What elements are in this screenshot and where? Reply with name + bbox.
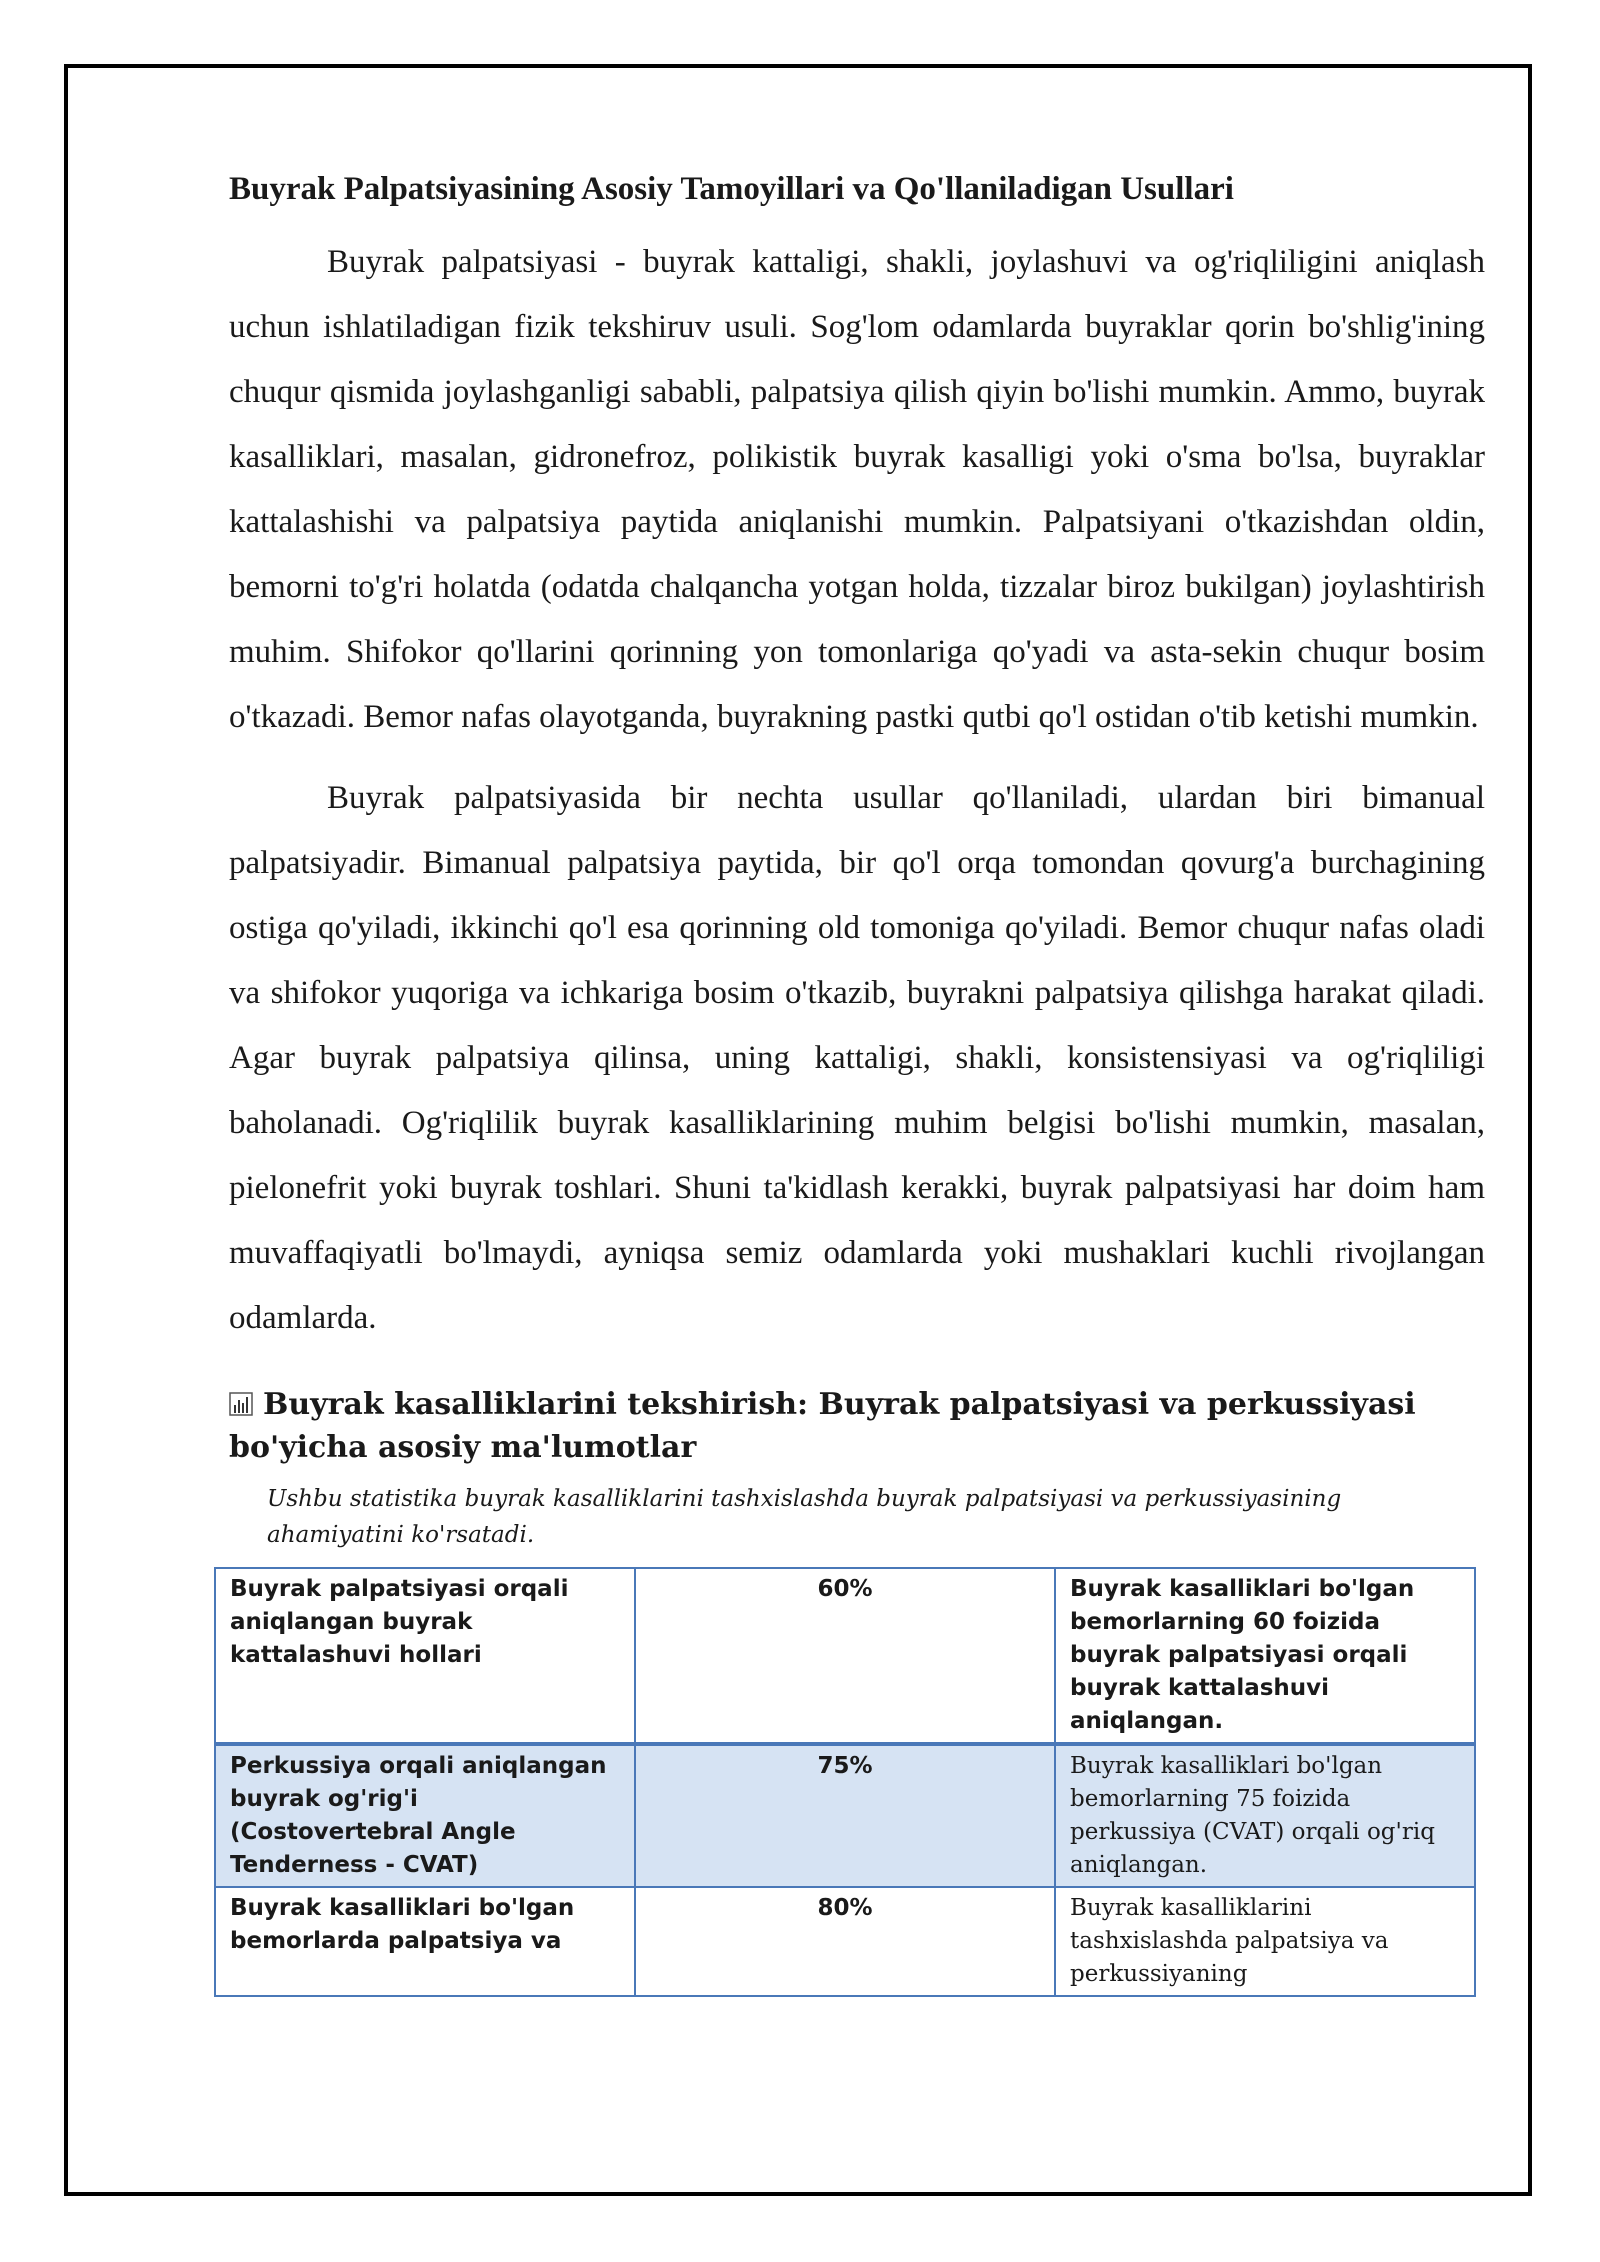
document-title: Buyrak Palpatsiyasining Asosiy Tamoyillari va Qo'llaniladigan Usullari: [229, 171, 1234, 207]
document-body: [229, 168, 1485, 1997]
row-label: Perkussiya orqali aniqlangan buyrak og'rig'i (Costovertebral Angle Tenderness - CVAT): [215, 1744, 635, 1887]
table-row: [215, 1887, 1475, 1996]
row-value: 75%: [635, 1744, 1055, 1887]
paragraph-1: Buyrak palpatsiyasi - buyrak kattaligi, shakli, joylashuvi va og'riqliligini aniqlash uchun ishlatiladigan fizik tekshiruv usuli. Sog'lom odamlarda buyraklar qorin bo'shlig'ining chuqur qismida joylashganligi sababli, palpatsiya qilish qiyin bo'lishi mumkin. Ammo, buyrak kasalliklari, masalan, gidronefroz, polikistik buyrak kasalligi yoki o'sma bo'lsa, buyraklar kattalashishi va palpatsiya paytida aniqlanishi mumkin. Palpatsiyani o'tkazishdan oldin, bemorni to'g'ri holatda (odatda chalqancha yotgan holda, tizzalar biroz bukilgan) joylashtirish muhim. Shifokor qo'llarini qorinning yon tomonlariga qo'yadi va asta-sekin chuqur bosim o'tkazadi. Bemor nafas olayotganda, buyrakning pastki qutbi qo'l ostidan o'tib ketishi mumkin.: [229, 244, 1485, 735]
stats-heading-text: Buyrak kasalliklarini tekshirish: Buyrak palpatsiyasi va perkussiyasi bo'yicha asosiy ma'lumotlar: [229, 1387, 1416, 1465]
row-description: Buyrak kasalliklari bo'lgan bemorlarning 75 foizida perkussiya (CVAT) orqali og'riq aniqlangan.: [1055, 1744, 1475, 1887]
row-label: Buyrak kasalliklari bo'lgan bemorlarda palpatsiya va: [215, 1887, 635, 1996]
stats-heading: [229, 1383, 1485, 1469]
stats-note: Ushbu statistika buyrak kasalliklarini tashxislashda buyrak palpatsiyasi va perkussiyasining ahamiyatini ko'rsatadi.: [267, 1486, 1342, 1548]
bar-chart-icon: [229, 1392, 253, 1416]
stats-table: [214, 1567, 1476, 1997]
row-value: 60%: [635, 1568, 1055, 1744]
row-description: Buyrak kasalliklarini tashxislashda palpatsiya va perkussiyaning: [1055, 1887, 1475, 1996]
table-row: [215, 1744, 1475, 1887]
row-value: 80%: [635, 1887, 1055, 1996]
row-description: Buyrak kasalliklari bo'lgan bemorlarning 60 foizida buyrak palpatsiyasi orqali buyrak kattalashuvi aniqlangan.: [1055, 1568, 1475, 1744]
table-row: [215, 1568, 1475, 1744]
row-label: Buyrak palpatsiyasi orqali aniqlangan buyrak kattalashuvi hollari: [215, 1568, 635, 1744]
paragraph-2: Buyrak palpatsiyasida bir nechta usullar qo'llaniladi, ulardan biri bimanual palpatsiyadir. Bimanual palpatsiya paytida, bir qo'l orqa tomondan qovurg'a burchagining ostiga qo'yiladi, ikkinchi qo'l esa qorinning old tomoniga qo'yiladi. Bemor chuqur nafas oladi va shifokor yuqoriga va ichkariga bosim o'tkazib, buyrakni palpatsiya qilishga harakat qiladi. Agar buyrak palpatsiya qilinsa, uning kattaligi, shakli, konsistensiyasi va og'riqliligi baholanadi. Og'riqlilik buyrak kasalliklarining muhim belgisi bo'lishi mumkin, masalan, pielonefrit yoki buyrak toshlari. Shuni ta'kidlash kerakki, buyrak palpatsiyasi har doim ham muvaffaqiyatli bo'lmaydi, ayniqsa semiz odamlarda yoki mushaklari kuchli rivojlangan odamlarda.: [229, 780, 1485, 1336]
